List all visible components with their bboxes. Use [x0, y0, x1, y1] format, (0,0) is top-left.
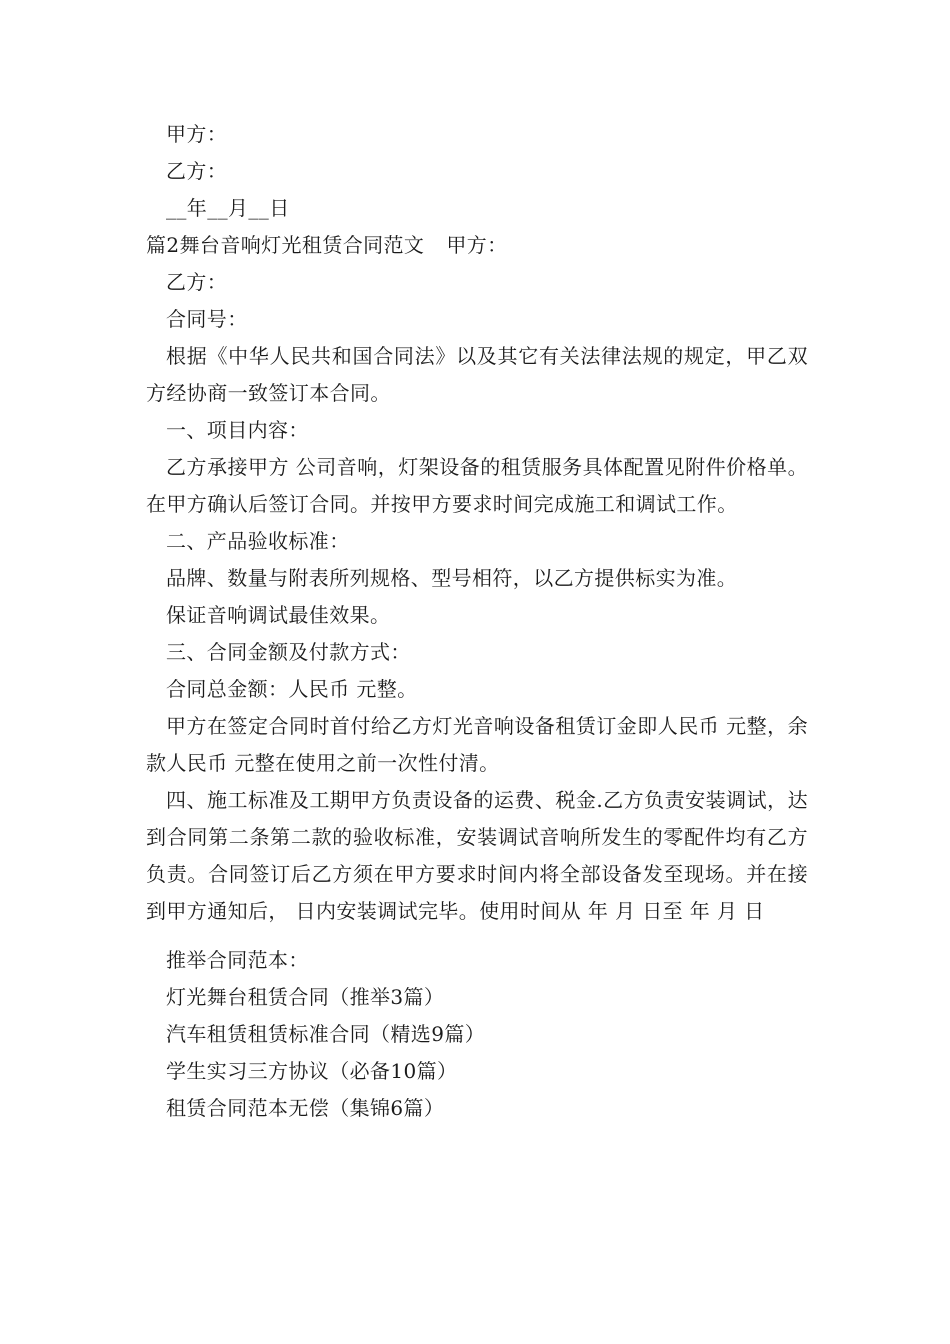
acceptance-line-1: 品牌、数量与附表所列规格、型号相符，以乙方提供标实为准。	[166, 566, 738, 590]
section-title: 篇2舞台音响灯光租赁合同范文	[146, 233, 425, 257]
construction-paragraph: 四、施工标准及工期甲方负责设备的运费、税金.乙方负责安装调试，达到合同第二条第二款的验收标准，安装调试音响所发生的零配件均有乙方负责。合同签订后乙方须在甲方要求时间内将全部设备发至现场。并在接到甲方通知后， 日内安装调试完毕。使用时间从 年 月 日至 年 月 日	[146, 788, 808, 923]
heading-project-content: 一、项目内容：	[166, 418, 309, 442]
recommended-title: 推举合同范本：	[166, 948, 309, 972]
heading-contract-amount: 三、合同金额及付款方式：	[166, 640, 411, 664]
top-party-b: 乙方：	[166, 159, 228, 183]
section-title-party-a: 甲方：	[446, 233, 508, 257]
recommended-item[interactable]: 汽车租赁租赁标准合同（精选9篇）	[166, 1022, 486, 1046]
contract-total-amount: 合同总金额：人民币 元整。	[166, 677, 418, 701]
recommended-item[interactable]: 灯光舞台租赁合同（推举3篇）	[166, 985, 445, 1009]
payment-paragraph: 甲方在签定合同时首付给乙方灯光音响设备租赁订金即人民币 元整，余款人民币 元整在使用之前一次性付清。	[146, 714, 808, 775]
top-date: __年__月__日	[166, 196, 290, 220]
acceptance-line-2: 保证音响调试最佳效果。	[166, 603, 391, 627]
intro-paragraph: 根据《中华人民共和国合同法》以及其它有关法律法规的规定，甲乙双方经协商一致签订本合同。	[146, 344, 808, 405]
document-page	[146, 116, 808, 1127]
project-content-paragraph: 乙方承接甲方 公司音响，灯架设备的租赁服务具体配置见附件价格单。在甲方确认后签订合同。并按甲方要求时间完成施工和调试工作。	[146, 455, 808, 516]
contract-no: 合同号：	[166, 307, 248, 331]
party-b: 乙方：	[166, 270, 228, 294]
recommended-item[interactable]: 租赁合同范本无偿（集锦6篇）	[166, 1096, 445, 1120]
recommended-item[interactable]: 学生实习三方协议（必备10篇）	[166, 1059, 458, 1083]
top-party-a: 甲方：	[166, 122, 228, 146]
section-title-line	[146, 227, 808, 264]
heading-acceptance-standard: 二、产品验收标准：	[166, 529, 350, 553]
